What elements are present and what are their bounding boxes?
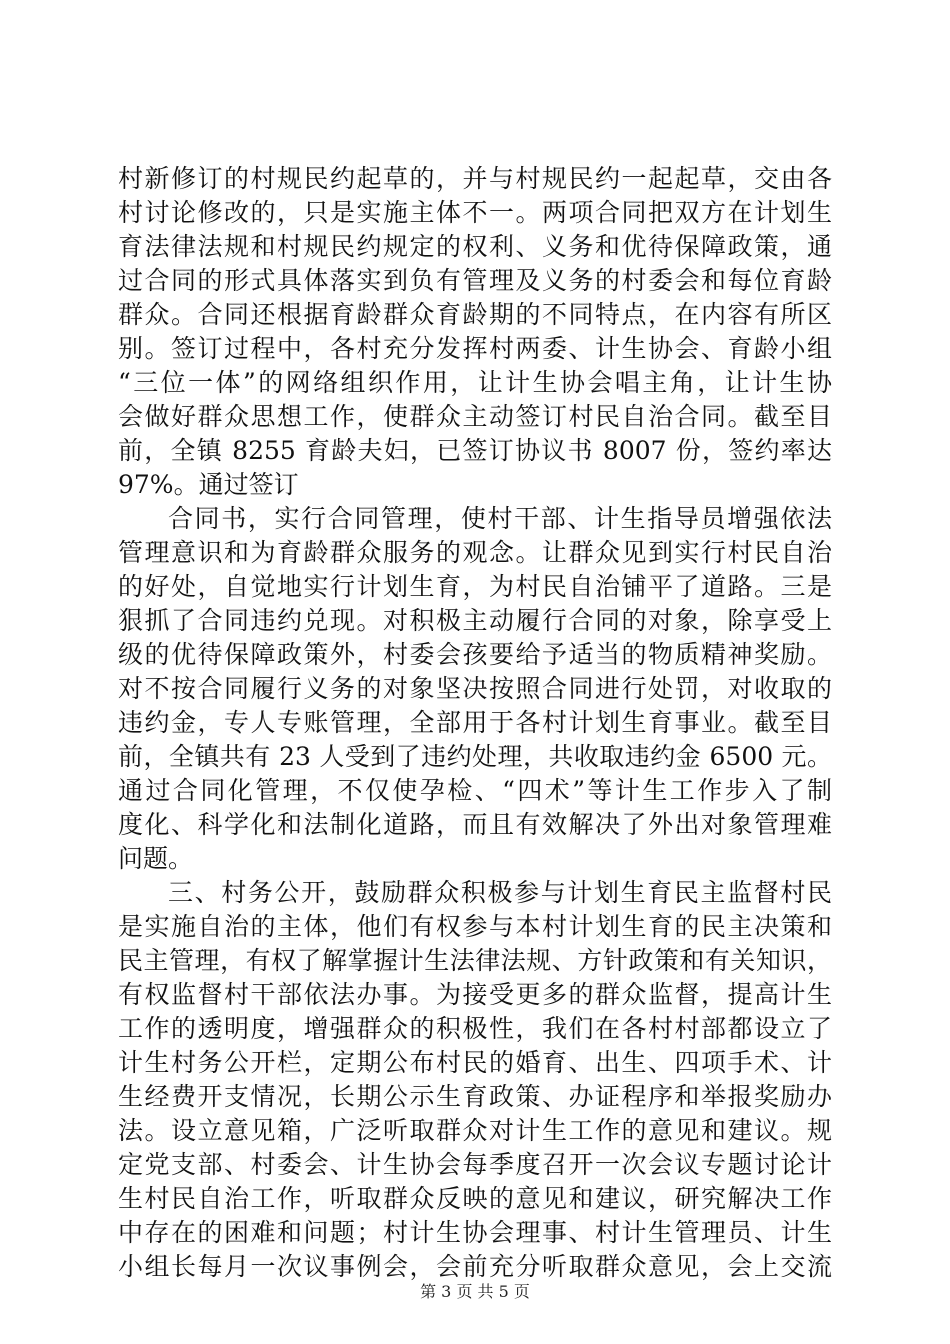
text-line: 过合同的形式具体落实到负有管理及义务的村委会和每位育龄 — [118, 266, 832, 295]
text-line: 村讨论修改的，只是实施主体不一。两项合同把双方在计划生 — [118, 198, 832, 227]
text-line: 村新修订的村规民约起草的，并与村规民约一起起草，交由各 — [118, 164, 832, 193]
text-line: 是实施自治的主体，他们有权参与本村计划生育的民主决策和 — [118, 912, 832, 941]
text-line: 小组长每月一次议事例会，会前充分听取群众意见，会上交流 — [118, 1252, 832, 1281]
text-line: 群众。合同还根据育龄群众育龄期的不同特点，在内容有所区 — [118, 300, 832, 329]
text-line: 定党支部、村委会、计生协会每季度召开一次会议专题讨论计 — [118, 1150, 832, 1179]
text-line: 前，全镇共有 23 人受到了违约处理，共收取违约金 6500 元。 — [118, 742, 832, 771]
text-line: 级的优待保障政策外，村委会孩要给予适当的物质精神奖励。 — [118, 640, 832, 669]
text-line: 前，全镇 8255 育龄夫妇，已签订协议书 8007 份，签约率达 — [118, 436, 832, 465]
text-line: 的好处，自觉地实行计划生育，为村民自治铺平了道路。三是 — [118, 572, 832, 601]
text-line: 有权监督村干部依法办事。为接受更多的群众监督，提高计生 — [118, 980, 832, 1009]
text-line: 97%。通过签订 — [118, 470, 299, 499]
paragraph-start-line: 合同书，实行合同管理，使村干部、计生指导员增强依法 — [168, 504, 832, 533]
text-line: 工作的透明度，增强群众的积极性，我们在各村村部都设立了 — [118, 1014, 832, 1043]
paragraph-start-line: 三、村务公开，鼓励群众积极参与计划生育民主监督村民 — [168, 878, 832, 907]
text-line: 法。设立意见箱，广泛听取群众对计生工作的意见和建议。规 — [118, 1116, 832, 1145]
page-number-footer: 第 3 页 共 5 页 — [420, 1282, 530, 1301]
text-line: 度化、科学化和法制化道路，而且有效解决了外出对象管理难 — [118, 810, 832, 839]
text-line: 育法律法规和村规民约规定的权利、义务和优待保障政策，通 — [118, 232, 832, 261]
text-line: 问题。 — [118, 844, 194, 873]
text-line: 生村民自治工作，听取群众反映的意见和建议，研究解决工作 — [118, 1184, 832, 1213]
text-line: 通过合同化管理，不仅使孕检、“四术”等计生工作步入了制 — [118, 776, 832, 805]
text-line: 别。签订过程中，各村充分发挥村两委、计生协会、育龄小组 — [118, 334, 832, 363]
text-line: 中存在的困难和问题；村计生协会理事、村计生管理员、计生 — [118, 1218, 832, 1247]
text-line: 狠抓了合同违约兑现。对积极主动履行合同的对象，除享受上 — [118, 606, 832, 635]
text-line: 会做好群众思想工作，使群众主动签订村民自治合同。截至目 — [118, 402, 832, 431]
text-line: 管理意识和为育龄群众服务的观念。让群众见到实行村民自治 — [118, 538, 832, 567]
text-line: 计生村务公开栏，定期公布村民的婚育、出生、四项手术、计 — [118, 1048, 832, 1077]
text-line: 民主管理，有权了解掌握计生法律法规、方针政策和有关知识， — [118, 946, 832, 975]
text-line: 违约金，专人专账管理，全部用于各村计划生育事业。截至目 — [118, 708, 832, 737]
text-line: 生经费开支情况，长期公示生育政策、办证程序和举报奖励办 — [118, 1082, 832, 1111]
text-line: 对不按合同履行义务的对象坚决按照合同进行处罚，对收取的 — [118, 674, 832, 703]
text-line: “三位一体”的网络组织作用，让计生协会唱主角，让计生协 — [118, 368, 832, 397]
body-text — [118, 162, 832, 1284]
